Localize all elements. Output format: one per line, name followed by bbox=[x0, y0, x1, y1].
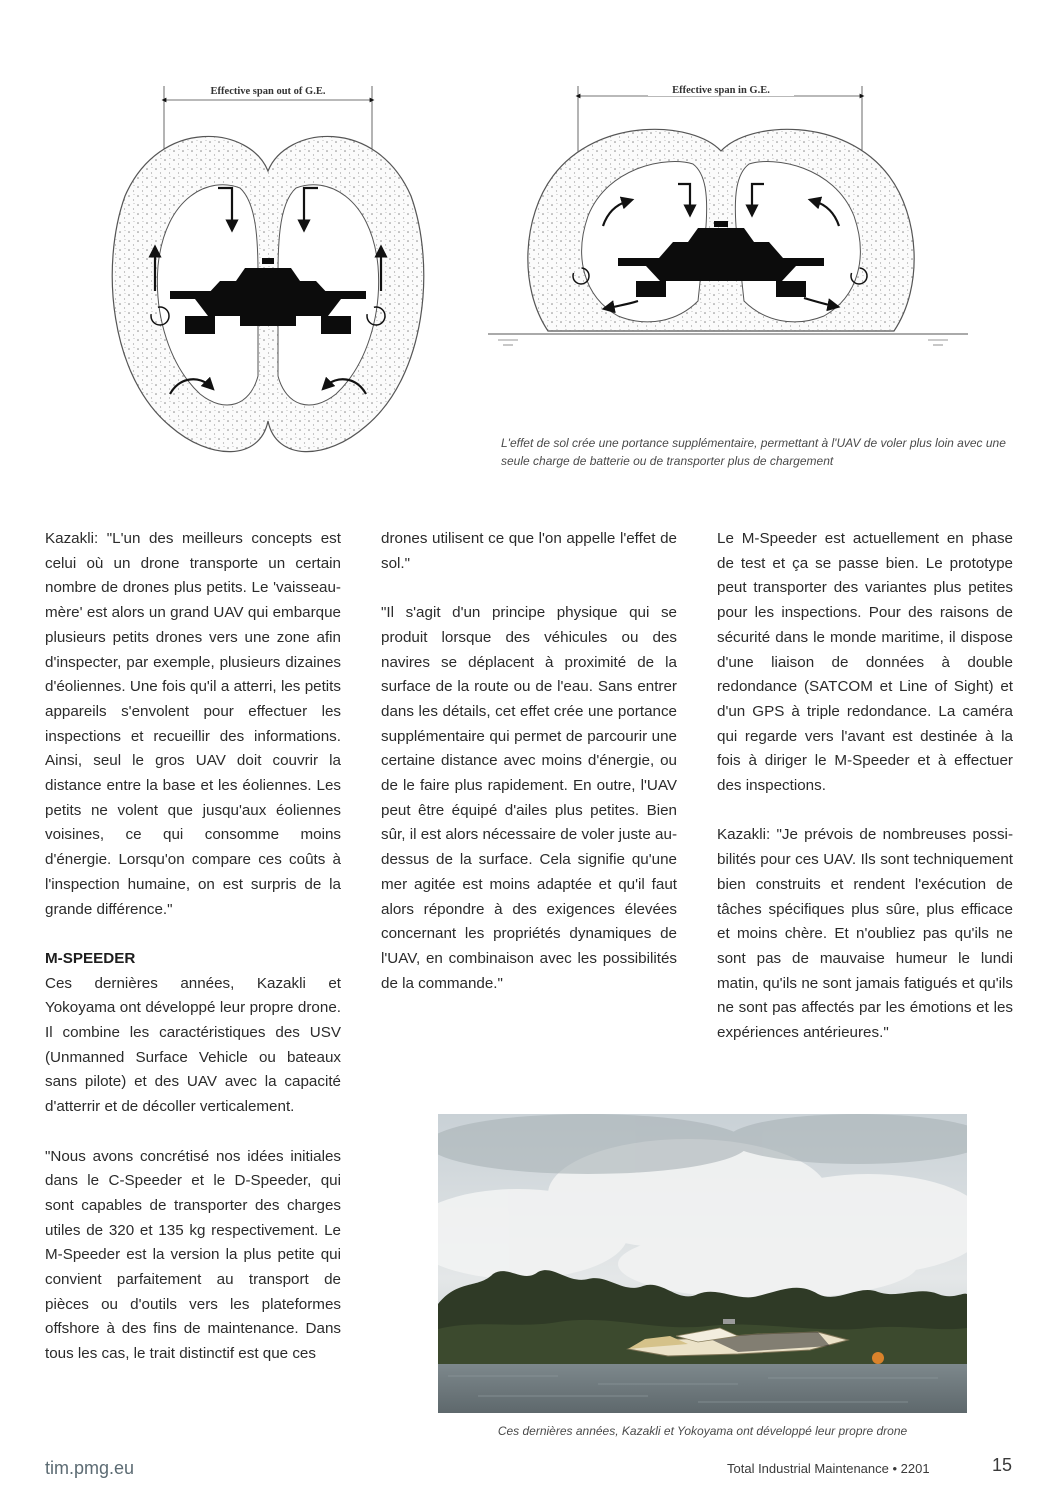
paragraph: Kazakli: "L'un des meilleurs concepts est celui où un drone transporte un certain nombre de drones plus petits. Le 'vaisseau-mère' est alors un grand UAV qui embarque plusieurs petits drones vers une zone afin d'inspecter, par exemple, plusieurs dizaines d'éoliennes. Une fois qu'il a atterri, les petits appareils s'envolent pour effectuer les inspections et recueillir des informations. Ainsi, seul le gros UAV doit couvrir la distance entre la base et les éoliennes. Les petits ne volent que jusqu'aux éoliennes voisines, ce qui consomme moins d'énergie. Lorsqu'on compare ces coûts à l'inspection humaine, on est surpris de la grande différence." bbox=[45, 530, 341, 918]
paragraph: Le M-Speeder est actuellement en phase de test et ça se passe bien. Le prototype peut transporter des variantes plus petites pour les inspections. Pour des raisons de sécurité dans le monde maritime, il dispose d'une liaison de données à double redondance (SATCOM et Line of Sight) et d'un GPS à triple redondance. La caméra qui regarde vers l'avant est destinée à la fois à diriger le M-Speeder et à effectuer des inspections. bbox=[717, 530, 1013, 795]
paragraph: "Il s'agit d'un principe physique qui se produit lorsque des véhicules ou des navires se déplacent à proximité de la surface de la route ou de l'eau. Sans entrer dans les détails, cet effet crée une portance supplémentaire qui permet de parcourir une certaine distance avec moins d'énergie, ou de le faire plus rapidement. En outre, l'UAV peut être équipé d'ailes plus petites. Bien sûr, il est alors nécessaire de voler juste au-dessus de la surface. Cela signifie qu'une mer agitée est moins adaptée et qu'il faut alors répondre à des exigences élevées concernant les propriétés dynamiques de l'UAV, en combinaison avec les possibilités de la commande." bbox=[381, 604, 677, 992]
footer-magazine-issue: Total Industrial Maintenance • 2201 bbox=[727, 1461, 930, 1476]
footer-url-link[interactable]: tim.pmg.eu bbox=[45, 1458, 135, 1478]
article-column-3 bbox=[717, 527, 1013, 1046]
diagram-right-label: Effective span in G.E. bbox=[672, 85, 770, 96]
page-number: 15 bbox=[992, 1455, 1013, 1475]
paragraph: Ces dernières années, Kazakli et Yokoyama ont développé leur propre drone. Il combine les caractéristiques des USV (Unmanned Surface Vehicle ou bateaux sans pilote) et des UAV avec la capacité d'atterrir et de décoller verticalement. bbox=[45, 974, 341, 1116]
diagram-out-of-ground-effect bbox=[100, 76, 460, 496]
photo-caption: Ces dernières années, Kazakli et Yokoyama ont développé leur propre drone bbox=[497, 1424, 908, 1438]
paragraph: "Nous avons concrétisé nos idées initiales dans le C-Speeder et le D-Speeder, qui sont capables de transporter des charges utiles de 320 et 135 kg respectivement. Le M-Speeder est la version la plus petite qui convient parfaitement au transport de pièces ou d'outils vers les plateformes offshore à des fins de maintenance. Dans tous les cas, le trait distinctif est que ces bbox=[45, 1147, 341, 1363]
diagram-in-ground-effect bbox=[478, 76, 970, 436]
m-speeder-photo bbox=[438, 1114, 967, 1413]
section-heading: M-SPEEDER bbox=[45, 949, 136, 967]
diagram-left-label: Effective span out of G.E. bbox=[210, 86, 326, 97]
article-column-1 bbox=[45, 527, 341, 1367]
paragraph: drones utilisent ce que l'on appelle l'effet de sol." bbox=[381, 530, 677, 572]
paragraph: Kazakli: "Je prévois de nombreuses possibilités pour ces UAV. Ils sont techniquement bien construits et rendent l'exécution de tâches spécifiques plus sûre, plus efficace et moins chère. Et n'oubliez pas qu'ils ne sont pas de mauvaise humeur le lundi matin, qu'ils ne sont jamais fatigués et qu'ils ne sont pas affectés par les émotions et les expériences antérieures." bbox=[717, 826, 1013, 1042]
diagram-caption: L'effet de sol crée une portance supplémentaire, permettant à l'UAV de voler plus loin avec une seule charge de batterie ou de transporter plus de chargement bbox=[501, 436, 1006, 468]
article-column-2 bbox=[381, 527, 677, 996]
